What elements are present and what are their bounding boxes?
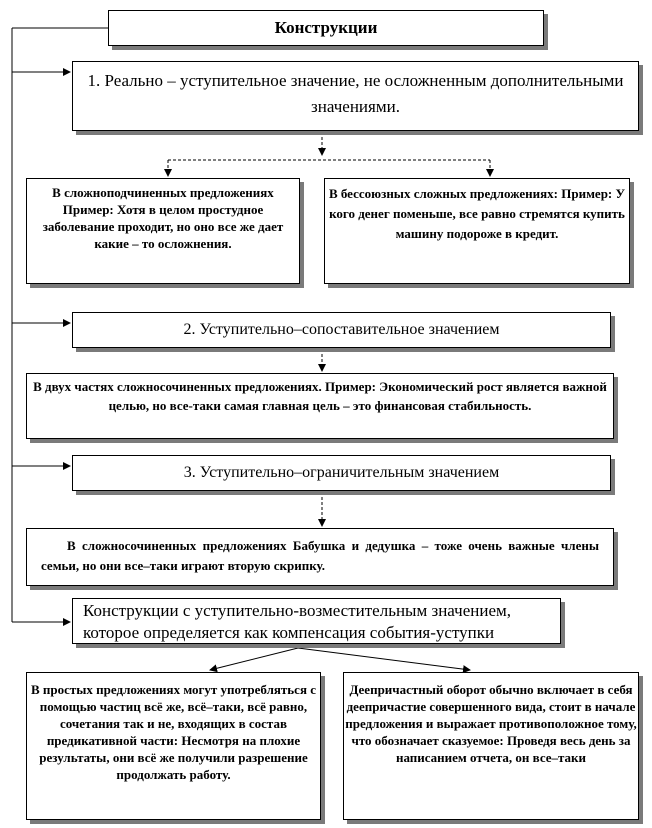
section1-header-box	[72, 61, 639, 131]
section1-left-text: В сложноподчиненных предложениях Пример: Хотя в целом простудное заболевание проходит, но оно все же дает какие – то осложнения.	[42, 185, 284, 251]
section4-right-box	[343, 672, 639, 820]
section2-label: 2. Уступительно–сопоставительное значением	[183, 321, 500, 338]
section2-text-box	[26, 373, 614, 439]
section4-left-box	[26, 672, 321, 820]
section1-left-box	[26, 178, 300, 284]
section1-label: 1. Реально – уступительное значение, не осложненным дополнительными значениями.	[87, 71, 624, 116]
section2-text: В двух частях сложносочиненных предложениях. Пример: Экономический рост является важной целью, но все-таки самая главная цель – это финансовая стабильность.	[33, 379, 607, 413]
section4-label: Конструкции с уступительно-возместительным значением, которое определяется как компенсация события-уступки	[83, 601, 512, 642]
section1-right-text: В бессоюзных сложных предложениях: Пример: У кого денег поменьше, все равно стремятся купить машину подороже в кредит.	[328, 186, 626, 241]
s4-right-line	[298, 648, 470, 670]
section1-right-box	[324, 178, 630, 284]
section3-header-box	[72, 455, 611, 491]
section3-text: В сложносочиненных предложениях Бабушка и дедушка – тоже очень важные члены семьи, но они все–таки играют вторую скрипку.	[41, 538, 599, 573]
section4-right-text: Деепричастный оборот обычно включает в себя деепричастие совершенного вида, стоит в начале предложения и выражает противоположное тому, что обозначает сказуемое: Проведя весь день за написанием отчета, он все–таки	[345, 682, 637, 765]
section2-header-box	[72, 312, 611, 348]
section4-left-text: В простых предложениях могут употребляться с помощью частиц всё же, всё–таки, всё равно, сочетания так и не, входящих в состав предикативной части: Несмотря на плохие результаты, они всё же получили разрешение продолжать работу.	[30, 682, 317, 782]
s4-left-line	[210, 648, 298, 670]
section4-header-box	[72, 598, 561, 644]
diagram-title-box	[108, 10, 544, 46]
section3-label: 3. Уступительно–ограничительным значением	[183, 464, 500, 481]
diagram-title: Конструкции	[274, 18, 378, 37]
section3-text-box	[26, 528, 614, 586]
